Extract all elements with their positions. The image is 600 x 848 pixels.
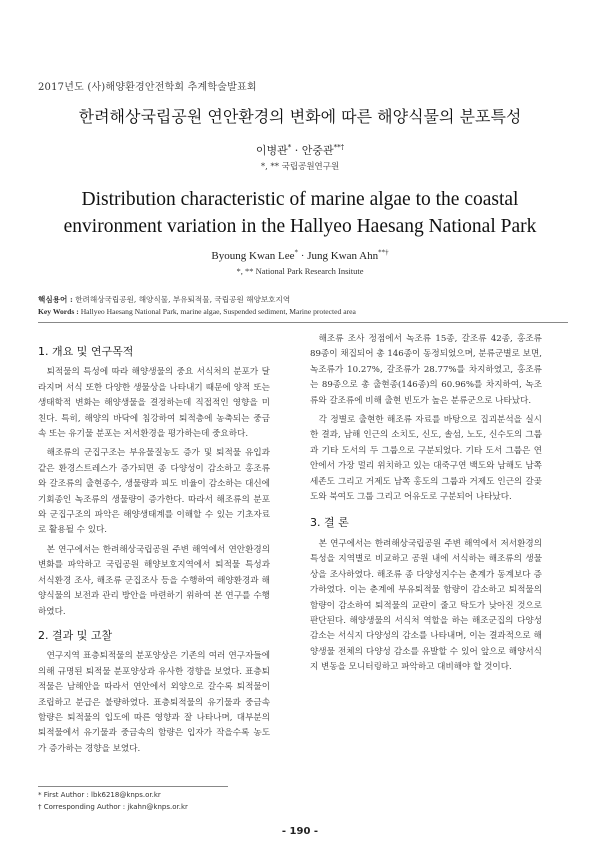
keywords-english (38, 307, 568, 316)
section-2-paragraph-3: 각 정별로 출현한 해조류 자료를 바탕으로 집괴분석을 실시한 결과, 남해 인근의 소치도, 신도, 솔섬, 노도, 신수도의 그룹과 기타 도서의 두 그룹으로 구분되었다. 기타 도서 그룹은 연안에서 가장 멀리 위치하고 있는 대죽구연 백도와 남해도 남쪽 세존도 그리고 거제도 남쪽 홍도의 그룹과 거제도 인근의 갈곶도와 북여도 그룹 그리고 어유도로 구분되어 나타났다. (310, 415, 542, 503)
section-2-paragraph-2: 해조류 조사 정점에서 녹조류 15종, 갈조류 42종, 홍조류 89종이 채집되어 총 146종이 동정되었으며, 분류군별로 보면, 녹조류가 10.27%, 갈조류가 28.77%를 차지하였고, 홍조류는 89종으로 총 출현종(146종)의 60.96%를 차지하여, 녹조류와 갈조류에 비해 출현 빈도가 높은 분류군으로 나타났다. (310, 334, 542, 406)
title-korean: 한려해상국립공원 연안환경의 변화에 따른 해양식물의 분포특성 (78, 107, 522, 126)
author-1-en-mark: * (294, 248, 299, 257)
keywords-english-text: Hallyeo Haesang National Park, marine algae, Suspended sediment, Marine protected area (78, 307, 356, 316)
footnote-first-author-mark: * (38, 791, 42, 799)
keywords-korean-text: 한려해상국립공원, 해양식물, 부유퇴적물, 국립공원 해양보호지역 (72, 295, 291, 304)
section-1-paragraph-2: 해조류의 군집구조는 부유물질농도 증가 및 퇴적물 유입과 같은 환경스트레스가 증가되면 종 다양성이 감소하고 홍조류와 갈조류의 출현종수, 생물량과 피도 비율이 감소하는 대신에 기회종인 녹조류의 생물량이 증가한다. 따라서 해조류의 분포와 군집구조의 파악은 해양생태계를 이해할 수 있는 기초자료로 활용될 수 있다. (38, 448, 270, 536)
author-1-ko: 이병관 (255, 144, 288, 157)
section-2-heading: 2. 결과 및 고찰 (38, 628, 113, 642)
footnote-corresponding-author-mark: † (38, 803, 42, 811)
keywords-korean-label: 핵심용어 : (38, 295, 73, 304)
section-1-heading: 1. 개요 및 연구목적 (38, 345, 134, 358)
page-number: - 190 - (281, 826, 319, 837)
keywords-english-label: Key Words : (38, 307, 79, 316)
footnote-first-author (38, 791, 161, 799)
keywords-divider (38, 322, 568, 323)
affiliation-english: *, ** National Park Research Insitute (236, 266, 364, 276)
author-separator-en: · (298, 250, 308, 262)
section-3-paragraph-1: 본 연구에서는 한려해상국립공원 주변 해역에서 저서환경의 특성을 지역별로 비교하고 공원 내에 서식하는 해조류의 생물상을 조사하였다. 해조류 종 다양성지수는 춘계가 동계보다 증가하였다. 이는 춘계에 부유퇴적물 함량이 감소하고 퇴적물의 함량이 감소하여 퇴적물의 교란이 줄고 탁도가 낮아진 것으로 판단된다. 해양생물의 서식처 역할을 하는 해조군집의 다양성 감소는 서식지 다양성의 감소를 나타내며, 이는 결과적으로 해양생물 전체의 다양성 감소를 유발할 수 있어 앞으로 해양서식지 변동을 모니터링하고 파악하고 대비해야 할 것이다. (310, 538, 542, 673)
section-2-paragraph-1: 연구지역 표층퇴적물의 분포양상은 기존의 여러 연구자들에 의해 규명된 퇴적물 분포양상과 유사한 경향을 보였다. 표층퇴적물은 남해안을 따라서 연안에서 외양으로 갈수록 퇴적물이 조립하고 분급은 불량하였다. 표층퇴적물의 유기물과 중금속 함량은 퇴적물의 입도에 따른 영향과 잘 나타나며, 대부분의 퇴적물에서 유기물과 중금속의 함량은 입자가 작을수록 농도가 증가하는 경향을 보였다. (38, 651, 270, 754)
title-english: Distribution characteristic of marine algae to the coastal environment variation in the Hallyeo Haesang National Park (63, 189, 537, 237)
keywords-korean (38, 294, 568, 305)
footnote-corresponding-author-text: Corresponding Author : jkahn@knps.or.kr (41, 803, 188, 811)
author-separator-ko: · (291, 144, 302, 157)
footnote-divider (38, 786, 228, 787)
author-1-ko-mark: * (287, 143, 292, 152)
left-column (38, 336, 270, 761)
authors-english (0, 250, 600, 262)
author-1-en: Byoung Kwan Lee (211, 250, 295, 262)
authors-korean (0, 142, 600, 158)
footnote-corresponding-author (38, 803, 188, 811)
right-column (310, 332, 542, 680)
section-3-heading: 3. 결 론 (310, 516, 349, 530)
author-2-en-mark: **† (378, 248, 389, 257)
footnote-first-author-text: First Author : lbk6218@knps.or.kr (41, 791, 161, 799)
section-1-paragraph-3: 본 연구에서는 한려해상국립공원 주변 해역에서 연안환경의 변화를 파악하고 국립공원 해양보호지역에서 퇴적물 특성과 서식환경 조사, 해조류 군집조사 등을 수행하여 해양환경과 해양식물의 보전과 관리 방안을 마련하기 위하여 본 연구를 수행하였다. (38, 544, 270, 617)
section-1-paragraph-1: 퇴적물의 특성에 따라 해양생물의 중요 서식처의 분포가 달라지며 서식 또한 다양한 생물상을 나타내기 때문에 양적 또는 생태학적 변화는 해양생물을 결정하는데 직접적인 영향을 미친다. 특히, 해양의 바닥에 침강하여 퇴적층에 농축되는 중금속 또는 유기물 분포는 저서환경을 평가하는데 중요하다. (38, 367, 270, 440)
affiliation-korean: *, ** 국립공원연구원 (260, 162, 340, 172)
author-2-ko-mark: **† (333, 143, 345, 152)
author-2-en: Jung Kwan Ahn (307, 250, 379, 262)
conference-header: 2017년도 (사)해양환경안전학회 추계학술발표회 (38, 82, 257, 93)
author-2-ko: 안중관 (301, 144, 334, 157)
